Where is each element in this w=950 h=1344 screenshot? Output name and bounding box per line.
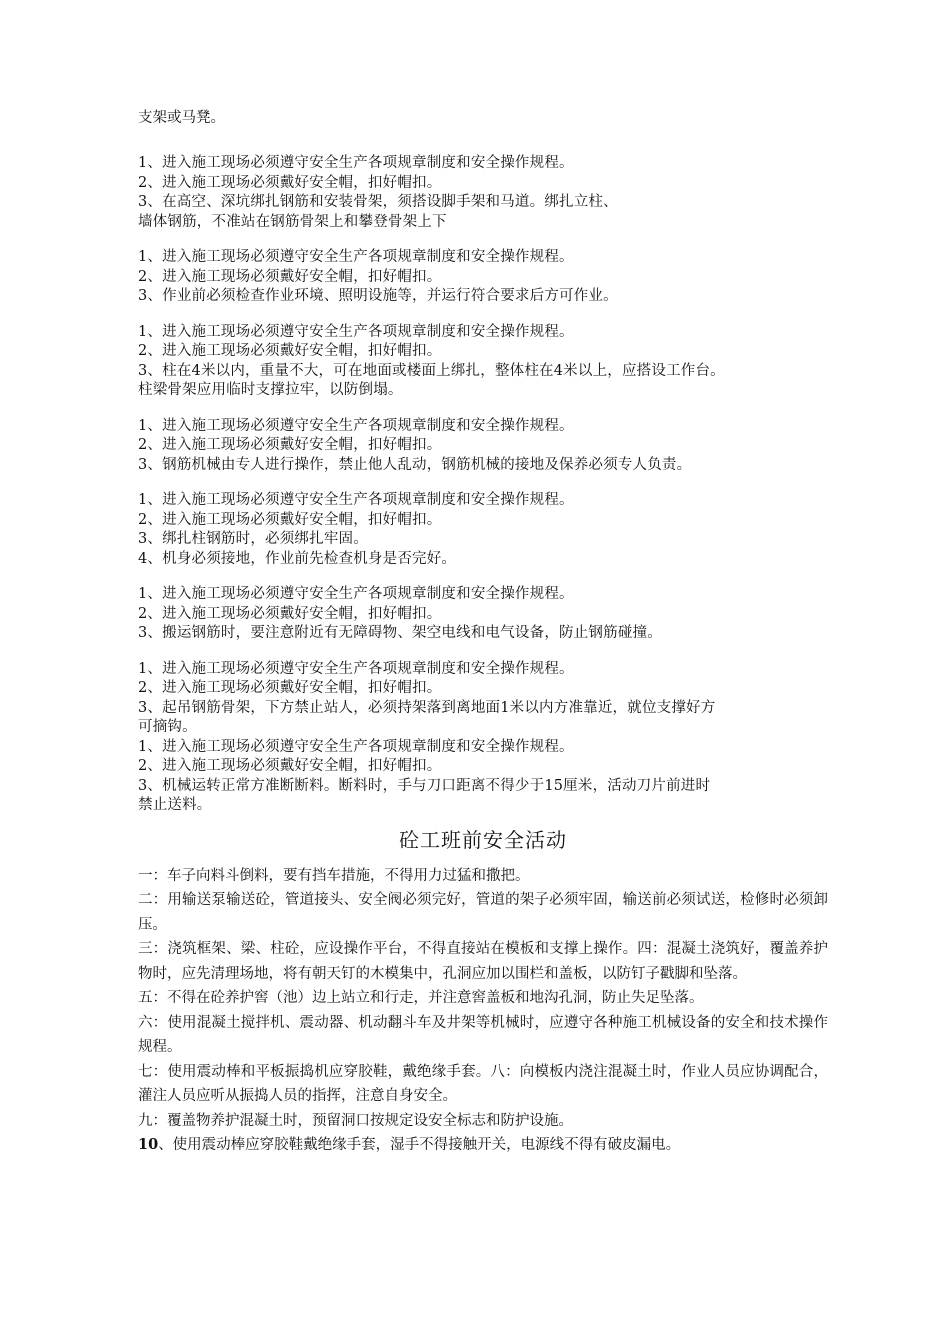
rule-line: 禁止送料。 (138, 797, 212, 813)
rule-line: 1、进入施工现场必须遵守安全生产各项规章制度和安全操作规程。 (138, 155, 574, 171)
rule-line: 2、进入施工现场必须戴好安全帽，扣好帽扣。 (138, 174, 442, 191)
rule-line: 1、进入施工现场必须遵守安全生产各项规章制度和安全操作规程。 (138, 660, 574, 677)
rule-line: 3、绑扎柱钢筋时，必须绑扎牢固。 (138, 531, 368, 547)
paragraph: 六：使用混凝土搅拌机、震动器、机动翻斗车及井架等机械时，应遵守各种施工机械设备的安全和技术操作规程。 (138, 1014, 828, 1055)
rule-group-1 (138, 154, 828, 232)
lead-text: 支架或马凳。 (138, 110, 225, 126)
rule-line: 2、进入施工现场必须戴好安全帽，扣好帽扣。 (138, 343, 442, 359)
rule-line: 2、进入施工现场必须戴好安全帽，扣好帽扣。 (138, 511, 442, 528)
rule-line: 3、柱在4米以内，重量不大，可在地面或楼面上绑扎，整体柱在4米以上，应搭设工作台。 (138, 362, 725, 379)
rule-line: 2、进入施工现场必须戴好安全帽，扣好帽扣。 (138, 758, 442, 774)
paragraph: 五：不得在砼养护窖（池）边上站立和行走，并注意窖盖板和地沟孔洞，防止失足坠落。 (138, 990, 704, 1006)
rule-group-5 (138, 491, 828, 569)
rule-group-6 (138, 585, 828, 644)
rule-line: 2、进入施工现场必须戴好安全帽，扣好帽扣。 (138, 680, 442, 696)
item-text: 、使用震动棒应穿胶鞋戴绝缘手套，湿手不得接触开关，电源线不得有破皮漏电。 (158, 1137, 681, 1153)
rule-line: 3、机械运转正常方准断断料。断料时，手与刀口距离不得少于15厘米，活动刀片前进时 (138, 777, 711, 794)
rule-group-4 (138, 417, 828, 476)
item-number: 10 (138, 1136, 159, 1153)
rule-line: 3、作业前必须检查作业环境、照明设施等，并运行符合要求后方可作业。 (138, 288, 618, 304)
rule-line: 2、进入施工现场必须戴好安全帽，扣好帽扣。 (138, 605, 442, 622)
rule-line: 1、进入施工现场必须遵守安全生产各项规章制度和安全操作规程。 (138, 492, 574, 508)
rule-line: 3、在高空、深坑绑扎钢筋和安装骨架，须搭设脚手架和马道。绑扎立柱、 (138, 194, 618, 210)
paragraph-last (138, 1133, 828, 1158)
rule-line: 3、搬运钢筋时，要注意附近有无障碍物、架空电线和电气设备，防止钢筋碰撞。 (138, 625, 662, 641)
rule-line: 4、机身必须接地，作业前先检查机身是否完好。 (138, 550, 457, 567)
paragraph: 一：车子向料斗倒料，要有挡车措施，不得用力过猛和撒把。 (138, 867, 530, 884)
paragraph: 九：覆盖物养护混凝土时，预留洞口按规定设安全标志和防护设施。 (138, 1112, 573, 1129)
rule-group-7 (138, 660, 828, 816)
rule-line: 柱梁骨架应用临时支撑拉牢，以防倒塌。 (138, 382, 403, 398)
rule-line: 1、进入施工现场必须遵守安全生产各项规章制度和安全操作规程。 (138, 586, 574, 602)
rule-line: 2、进入施工现场必须戴好安全帽，扣好帽扣。 (138, 268, 442, 285)
rule-group-3 (138, 323, 828, 401)
rule-line: 3、起吊钢筋骨架，下方禁止站人，必须持架落到离地面1米以内方准靠近，就位支撑好方 (138, 699, 716, 716)
rule-line: 可摘钩。 (138, 719, 197, 735)
rule-line: 1、进入施工现场必须遵守安全生产各项规章制度和安全操作规程。 (138, 738, 574, 755)
document-page (138, 108, 828, 1158)
rule-line: 3、钢筋机械由专人进行操作，禁止他人乱动，钢筋机械的接地及保养必须专人负责。 (138, 456, 692, 473)
section-title: 砼工班前安全活动 (399, 827, 567, 852)
rule-line: 1、进入施工现场必须遵守安全生产各项规章制度和安全操作规程。 (138, 249, 574, 265)
rule-line: 1、进入施工现场必须遵守安全生产各项规章制度和安全操作规程。 (138, 323, 574, 340)
rule-group-2 (138, 248, 828, 307)
paragraph: 七：使用震动棒和平板振捣机应穿胶鞋，戴绝缘手套。八：向模板内浇注混凝土时，作业人员应协调配合，灌注人员应听从振捣人员的指挥，注意自身安全。 (138, 1063, 828, 1104)
rule-line: 墙体钢筋，不准站在钢筋骨架上和攀登骨架上下 (138, 213, 447, 230)
paragraph: 三：浇筑框架、梁、柱砼，应设操作平台，不得直接站在模板和支撑上操作。四：混凝土浇筑好，覆盖养护物时，应先清理场地，将有朝天钉的木模集中，孔洞应加以围栏和盖板，以防钉子戳脚和坠落。 (138, 941, 828, 982)
paragraph: 二：用输送泵输送砼，管道接头、安全阀必须完好，管道的架子必须牢固，输送前必须试送，检修时必须卸压。 (138, 892, 828, 933)
rule-line: 2、进入施工现场必须戴好安全帽，扣好帽扣。 (138, 437, 442, 453)
rule-line: 1、进入施工现场必须遵守安全生产各项规章制度和安全操作规程。 (138, 417, 574, 434)
